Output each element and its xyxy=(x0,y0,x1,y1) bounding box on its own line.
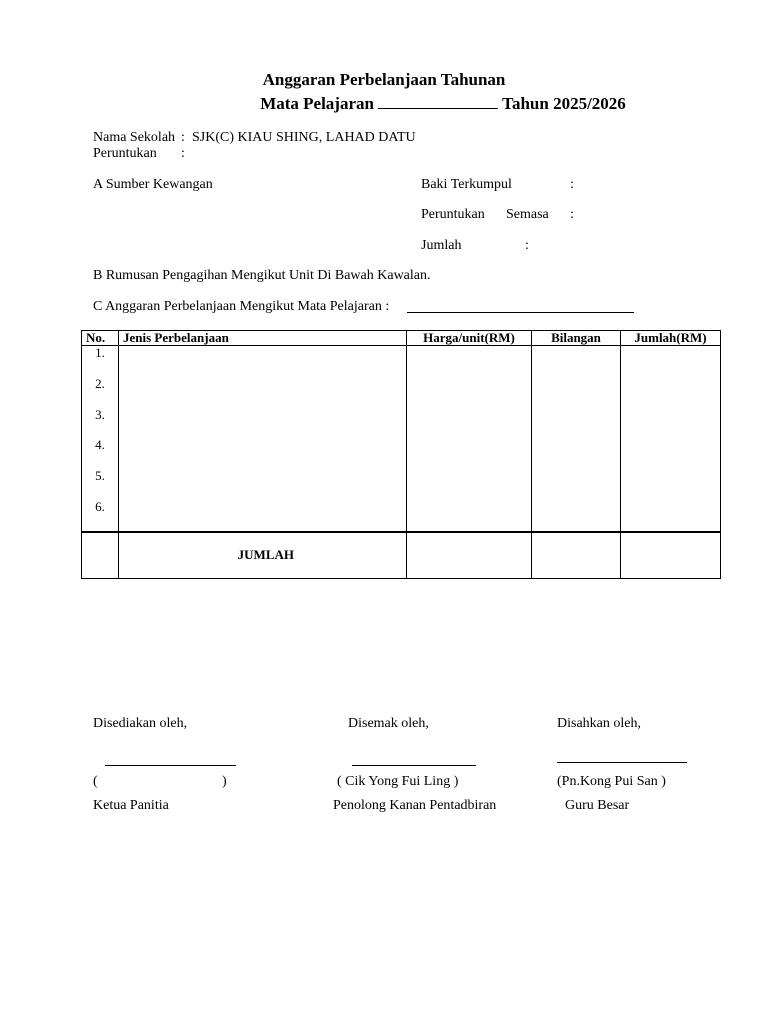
subject-label: Mata Pelajaran xyxy=(260,94,374,113)
col-header-expense-type: Jenis Perbelanjaan xyxy=(119,331,407,346)
amount-cell[interactable] xyxy=(621,346,721,532)
table-row xyxy=(82,346,721,532)
table-header-row xyxy=(82,331,721,346)
row-number-4: 4. xyxy=(95,437,105,453)
col-header-amount: Jumlah(RM) xyxy=(621,331,721,346)
allocation-colon: : xyxy=(181,146,185,161)
approved-signature-line[interactable] xyxy=(557,762,687,763)
total-quantity-cell[interactable] xyxy=(532,532,621,579)
approved-name: (Pn.Kong Pui San ) xyxy=(557,774,666,789)
title-text: Anggaran Perbelanjaan Tahunan xyxy=(262,70,506,89)
total-colon: : xyxy=(525,238,529,253)
school-name-value: SJK(C) KIAU SHING, LAHAD DATU xyxy=(192,130,416,145)
checked-name: ( Cik Yong Fui Ling ) xyxy=(337,774,459,789)
row-number-cell xyxy=(82,346,119,532)
total-unit-price-cell[interactable] xyxy=(407,532,532,579)
checked-by-label: Disemak oleh, xyxy=(348,716,429,731)
col-header-no: No. xyxy=(82,331,119,346)
current-allocation-label-2: Semasa xyxy=(506,207,549,222)
budget-table xyxy=(81,330,721,579)
current-allocation-colon: : xyxy=(570,207,574,222)
row-number-2: 2. xyxy=(95,375,105,391)
school-name-label: Nama Sekolah xyxy=(93,130,176,145)
prepared-name-close-paren: ) xyxy=(222,774,227,789)
balance-colon: : xyxy=(570,177,574,192)
prepared-signature-line[interactable] xyxy=(105,765,236,766)
section-c-label: C Anggaran Perbelanjaan Mengikut Mata Pelajaran : xyxy=(93,299,390,314)
document-title xyxy=(0,70,768,90)
subject-blank-line[interactable] xyxy=(378,108,498,109)
checked-signature-line[interactable] xyxy=(352,765,476,766)
col-header-quantity: Bilangan xyxy=(532,331,621,346)
subject-year-line xyxy=(0,94,768,114)
subject-blank-line-c[interactable] xyxy=(407,312,634,313)
total-row-label: JUMLAH xyxy=(119,532,407,579)
table-total-row xyxy=(82,532,721,579)
section-a-label: A Sumber Kewangan xyxy=(93,177,213,192)
total-amount-cell[interactable] xyxy=(621,532,721,579)
quantity-cell[interactable] xyxy=(532,346,621,532)
balance-label: Baki Terkumpul xyxy=(421,177,512,192)
row-number-3: 3. xyxy=(95,406,105,422)
row-number-1: 1. xyxy=(95,345,105,360)
approved-by-label: Disahkan oleh, xyxy=(557,716,641,731)
total-label: Jumlah xyxy=(421,238,462,253)
current-allocation-label: Peruntukan xyxy=(421,207,485,222)
col-header-unit-price: Harga/unit(RM) xyxy=(407,331,532,346)
expense-type-cell[interactable] xyxy=(119,346,407,532)
total-no-cell xyxy=(82,532,119,579)
prepared-name-open-paren: ( xyxy=(93,774,98,789)
checked-role: Penolong Kanan Pentadbiran xyxy=(333,798,497,813)
school-name-colon: : xyxy=(181,130,185,145)
section-b-label: B Rumusan Pengagihan Mengikut Unit Di Bawah Kawalan. xyxy=(93,268,431,283)
approved-role: Guru Besar xyxy=(565,798,630,813)
row-number-6: 6. xyxy=(95,498,105,514)
prepared-role: Ketua Panitia xyxy=(93,798,169,813)
prepared-by-label: Disediakan oleh, xyxy=(93,716,188,731)
allocation-label: Peruntukan xyxy=(93,146,157,161)
year-label: Tahun 2025/2026 xyxy=(502,94,626,113)
unit-price-cell[interactable] xyxy=(407,346,532,532)
row-number-5: 5. xyxy=(95,468,105,484)
